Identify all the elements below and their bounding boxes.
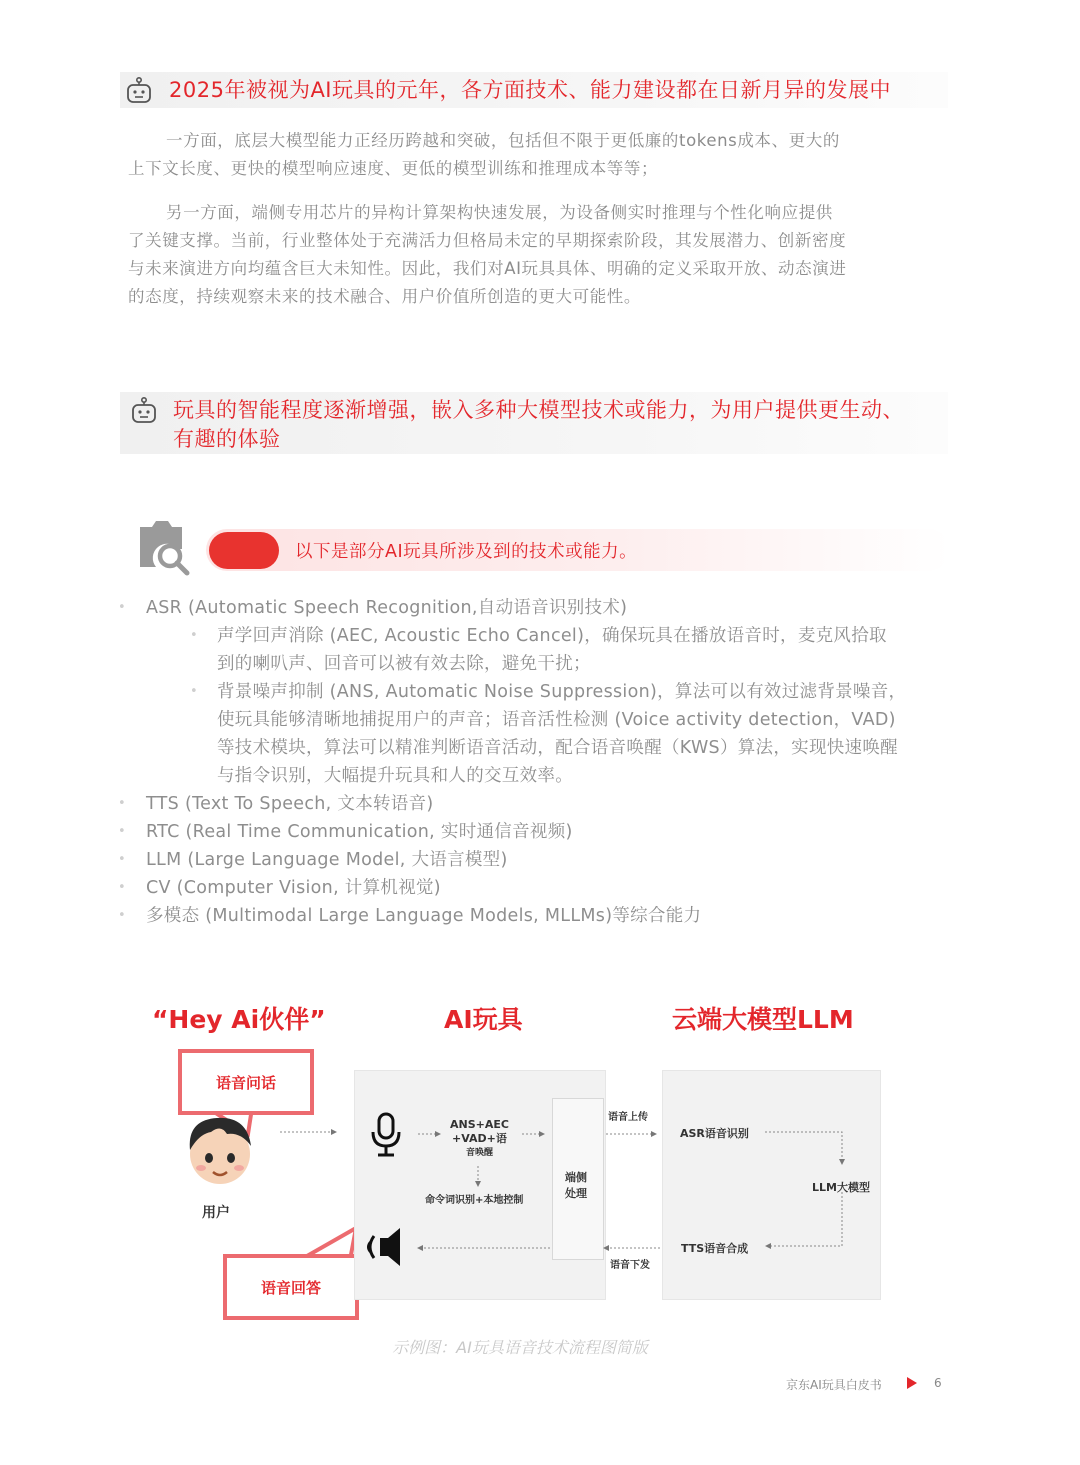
download-label: 语音下发 (610, 1260, 650, 1271)
label-line: ANS+AEC (450, 1118, 509, 1131)
tts-step: TTS语音合成 (681, 1242, 749, 1255)
list-item: • 多模态 (Multimodal Large Language Models, MLLMs)等综合能力 (118, 906, 702, 926)
list-item-text: ASR (Automatic Speech Recognition,自动语音识别技术) (146, 598, 628, 618)
list-item-text: 到的喇叭声、回音可以被有效去除，避免干扰； (217, 654, 591, 674)
list-item: • ASR (Automatic Speech Recognition,自动语音识别技术) (118, 598, 628, 618)
label-line: 处理 (565, 1187, 587, 1200)
page-number: 6 (934, 1376, 942, 1390)
text-line: 一方面，底层大模型能力正经历跨越和突破，包括但不限于更低廉的tokens成本、更大的 (166, 131, 840, 150)
banner-text: 以下是部分AI玩具所涉及到的技术或能力。 (295, 542, 638, 562)
list-item: • 声学回声消除 (AEC, Acoustic Echo Cancel)，确保玩具在播放语音时，麦克风拾取 (190, 626, 887, 646)
text-line: 与未来演进方向均蕴含巨大未知性。因此，我们对AI玩具具体、明确的定义采取开放、动态演进 (128, 259, 847, 278)
list-item-text: 声学回声消除 (AEC, Acoustic Echo Cancel)，确保玩具在播放语音时，麦克风拾取 (217, 626, 887, 646)
diagram-column-title: AI玩具 (444, 1005, 523, 1034)
text-line: 的态度，持续观察未来的技术融合、用户价值所创造的更大可能性。 (128, 287, 641, 306)
asr-step: ASR语音识别 (680, 1127, 749, 1140)
text-line: 了关键支撑。当前，行业整体处于充满活力但格局未定的早期探索阶段，其发展潜力、创新密度 (128, 231, 847, 250)
local-control-label: 命令词识别+本地控制 (425, 1195, 524, 1206)
list-item-text: CV (Computer Vision, 计算机视觉) (146, 878, 441, 898)
text-line: 另一方面，端侧专用芯片的异构计算架构快速发展，为设备侧实时推理与个性化响应提供 (166, 203, 833, 222)
list-item-text: 背景噪声抑制 (ANS, Automatic Noise Suppression)，算法可以有效过滤背景噪音， (217, 682, 907, 702)
title-line: 玩具的智能程度逐渐增强，嵌入多种大模型技术或能力，为用户提供更生动、 (173, 398, 904, 422)
list-item-text: 与指令识别，大幅提升玩具和人的交互效率。 (217, 766, 573, 786)
llm-step: LLM大模型 (812, 1181, 870, 1194)
list-item-text: RTC (Real Time Communication, 实时通信音视频) (146, 822, 573, 842)
figure-caption: 示例图：AI玩具语音技术流程图简版 (392, 1338, 648, 1357)
list-item: • RTC (Real Time Communication, 实时通信音视频) (118, 822, 573, 842)
diagram-column-title: 云端大模型LLM (672, 1005, 854, 1034)
label-line: 音唤醒 (465, 1148, 493, 1158)
list-item-text: 多模态 (Multimodal Large Language Models, MLLMs)等综合能力 (146, 906, 702, 926)
list-item-text: 使玩具能够清晰地捕捉用户的声音；语音活性检测 (Voice activity detection，VAD) (217, 710, 896, 730)
list-item-text: 等技术模块，算法可以精准判断语音活动，配合语音唤醒（KWS）算法，实现快速唤醒 (217, 738, 898, 758)
section-title: 2025年被视为AI玩具的元年，各方面技术、能力建设都在日新月异的发展中 (169, 78, 891, 102)
footer-doc-title: 京东AI玩具白皮书 (786, 1378, 882, 1392)
label-line: +VAD+语 (452, 1132, 507, 1145)
bubble-text: 语音回答 (260, 1278, 321, 1297)
list-item: • LLM (Large Language Model, 大语言模型) (118, 850, 508, 870)
triangle-marker-icon (906, 1376, 918, 1390)
diagram-column-title: “Hey Ai伙伴” (152, 1005, 326, 1034)
list-item: • CV (Computer Vision, 计算机视觉) (118, 878, 441, 898)
upload-label: 语音上传 (608, 1112, 648, 1123)
text-line: 上下文长度、更快的模型响应速度、更低的模型训练和推理成本等等； (128, 159, 659, 178)
user-label: 用户 (202, 1205, 230, 1221)
title-line: 有趣的体验 (173, 427, 281, 451)
list-item: • TTS (Text To Speech, 文本转语音) (118, 794, 434, 814)
list-item: • 背景噪声抑制 (ANS, Automatic Noise Suppression)，算法可以有效过滤背景噪音， (190, 682, 907, 702)
bubble-text: 语音问话 (215, 1073, 276, 1092)
label-line: 端侧 (565, 1171, 587, 1184)
list-item-text: TTS (Text To Speech, 文本转语音) (146, 794, 434, 814)
list-item-text: LLM (Large Language Model, 大语言模型) (146, 850, 508, 870)
